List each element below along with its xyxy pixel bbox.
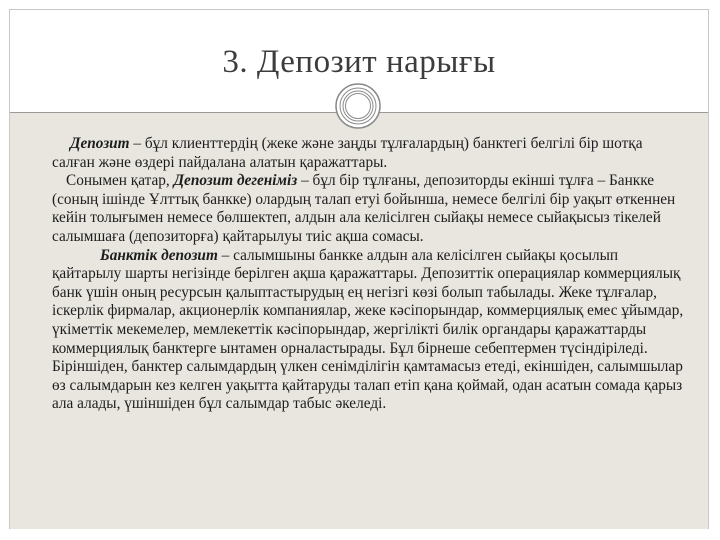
slide [9, 9, 709, 529]
paragraph-lead: Сонымен қатар, [66, 172, 174, 190]
paragraph-text: – бұл клиенттердің (жеке және заңды тұлғалардың) банктегі белгілі бір шотқа салған және өздері пайдалана алатын қаражаттары. [52, 135, 643, 171]
paragraph-deposit-meaning [52, 172, 688, 246]
paragraph-text: – бұл бір тұлғаны, депозиторды екінші тұлға – Банкке (соның ішінде Ұлттық банкке) олардың талап етуі бойынша, немесе белгілі бір уақыт өткеннен кейін толығымен немесе бөлшектеп, алдын ала келісілген сыйақы немесе сыйақысыз тікелей салымшаға (депозиторға) қайтарылуы тиіс ақша сомасы. [52, 172, 676, 245]
paragraph-definition [52, 135, 688, 172]
slide-title: 3. Депозит нарығы [222, 44, 496, 80]
circle-ornament-icon [334, 82, 382, 130]
paragraph-bank-deposit [52, 247, 688, 414]
paragraph-text: – салымшыны банкке алдын ала келісілген сыйақы қосылып қайтарылу шарты негізінде берілген ақша қаражаттары. Депозиттік операциялар коммерциялық банк үшін оның ресурсын қалыптастырудың ең негізгі көзі болып табылады. Жеке тұлғалар, іскерлік фирмалар, акционерлік компаниялар, жеке кәсіпорындар, коммерциялық емес ұйымдар, үкіметтік мекемелер, мемлекеттік кәсіпорындар, жергілікті билік органдары қаражаттарды коммерциялық банктерге ынтамен орналастырады. Бұл бірнеше себептермен түсіндіріледі. Біріншіден, банктер салымдардың үлкен сенімділігін қамтамасыз етеді, екіншіден, салымшылар өз салымдарын кез келген уақытта қайтаруды талап етіп қана қоймай, одан асатын сомада қарыз ала алады, үшіншіден бұл салымдар табыс әкеледі. [52, 246, 684, 413]
term-deposit: Депозит [70, 135, 130, 152]
body-text [52, 135, 688, 414]
term-bank-deposit: Банктік депозит [100, 246, 218, 264]
term-deposit-meaning: Депозит дегеніміз [173, 172, 298, 190]
